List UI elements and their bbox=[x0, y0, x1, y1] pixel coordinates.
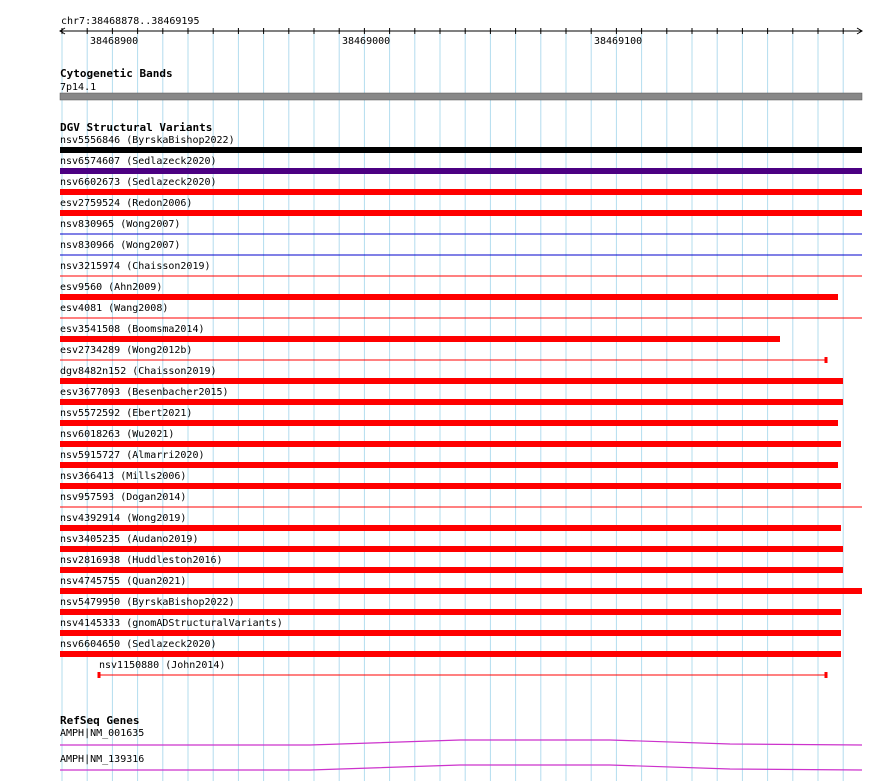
dgv-feature-label: nsv4392914 (Wong2019) bbox=[60, 513, 187, 524]
dgv-feature[interactable] bbox=[60, 198, 862, 216]
dgv-feature-bar[interactable] bbox=[60, 420, 838, 426]
dgv-feature[interactable] bbox=[60, 135, 862, 153]
dgv-feature[interactable] bbox=[60, 555, 843, 573]
dgv-feature[interactable] bbox=[60, 618, 841, 636]
dgv-feature-label: nsv4145333 (gnomADStructuralVariants) bbox=[60, 618, 283, 629]
dgv-feature-bar[interactable] bbox=[60, 147, 862, 153]
dgv-feature-label: nsv3215974 (Chaisson2019) bbox=[60, 261, 211, 272]
dgv-feature-bar[interactable] bbox=[60, 441, 841, 447]
dgv-feature[interactable] bbox=[60, 639, 841, 657]
dgv-feature-label: dgv8482n152 (Chaisson2019) bbox=[60, 366, 217, 377]
dgv-feature-label: esv4081 (Wang2008) bbox=[60, 303, 169, 314]
ruler-track[interactable] bbox=[60, 16, 862, 47]
dgv-feature[interactable] bbox=[60, 576, 862, 594]
dgv-feature-label: nsv830965 (Wong2007) bbox=[60, 219, 181, 230]
dgv-feature-label: esv3677093 (Besenbacher2015) bbox=[60, 387, 229, 398]
refseq-gene-model[interactable] bbox=[60, 740, 862, 745]
dgv-feature[interactable] bbox=[60, 219, 862, 234]
ruler-tick-label: 38469100 bbox=[594, 36, 643, 47]
dgv-feature[interactable] bbox=[60, 261, 862, 276]
dgv-feature[interactable] bbox=[60, 471, 841, 489]
dgv-feature[interactable] bbox=[60, 429, 841, 447]
dgv-feature-label: nsv5572592 (Ebert2021) bbox=[60, 408, 193, 419]
dgv-feature[interactable] bbox=[60, 177, 862, 195]
ruler-range-label: chr7:38468878..38469195 bbox=[61, 16, 200, 27]
dgv-track[interactable] bbox=[60, 121, 862, 678]
dgv-feature[interactable] bbox=[60, 492, 862, 507]
dgv-feature-label: nsv5479950 (ByrskaBishop2022) bbox=[60, 597, 235, 608]
dgv-feature-label: nsv6574607 (Sedlazeck2020) bbox=[60, 156, 217, 167]
dgv-items bbox=[60, 135, 862, 678]
dgv-feature-label: nsv6602673 (Sedlazeck2020) bbox=[60, 177, 217, 188]
dgv-feature-bar[interactable] bbox=[60, 189, 862, 195]
cytoband-track[interactable] bbox=[60, 67, 862, 100]
dgv-feature[interactable] bbox=[60, 366, 843, 384]
dgv-feature-label: esv2759524 (Redon2006) bbox=[60, 198, 193, 209]
dgv-feature-bar[interactable] bbox=[60, 294, 838, 300]
dgv-feature-bar[interactable] bbox=[60, 483, 841, 489]
dgv-feature-label: esv9560 (Ahn2009) bbox=[60, 282, 163, 293]
dgv-feature[interactable] bbox=[60, 156, 862, 174]
dgv-feature-label: nsv957593 (Dogan2014) bbox=[60, 492, 187, 503]
dgv-feature-bar[interactable] bbox=[60, 462, 838, 468]
dgv-feature-cap bbox=[98, 672, 101, 678]
dgv-feature-bar[interactable] bbox=[60, 609, 841, 615]
refseq-gene-label: AMPH|NM_001635 bbox=[60, 728, 145, 739]
ruler-tick-label: 38469000 bbox=[342, 36, 391, 47]
dgv-feature-bar[interactable] bbox=[60, 210, 862, 216]
track-title-cytoband: Cytogenetic Bands bbox=[60, 67, 173, 80]
dgv-feature-label: esv3541508 (Boomsma2014) bbox=[60, 324, 205, 335]
refseq-gene-label: AMPH|NM_139316 bbox=[60, 754, 145, 765]
dgv-feature[interactable] bbox=[60, 240, 862, 255]
dgv-feature-cap bbox=[825, 672, 828, 678]
dgv-feature-label: nsv6018263 (Wu2021) bbox=[60, 429, 175, 440]
track-title-dgv: DGV Structural Variants bbox=[60, 121, 213, 134]
dgv-feature-label: nsv1150880 (John2014) bbox=[99, 660, 226, 671]
dgv-feature-bar[interactable] bbox=[60, 525, 841, 531]
dgv-feature-cap bbox=[825, 357, 828, 363]
dgv-feature-label: nsv366413 (Mills2006) bbox=[60, 471, 187, 482]
dgv-feature-bar[interactable] bbox=[60, 336, 780, 342]
dgv-feature[interactable] bbox=[60, 597, 841, 615]
dgv-feature-bar[interactable] bbox=[60, 399, 843, 405]
dgv-feature-bar[interactable] bbox=[60, 378, 843, 384]
dgv-feature-label: esv2734289 (Wong2012b) bbox=[60, 345, 193, 356]
dgv-feature-label: nsv2816938 (Huddleston2016) bbox=[60, 555, 223, 566]
dgv-feature[interactable] bbox=[60, 303, 862, 318]
dgv-feature-bar[interactable] bbox=[60, 168, 862, 174]
dgv-feature-label: nsv5915727 (Almarri2020) bbox=[60, 450, 205, 461]
refseq-gene-model[interactable] bbox=[60, 765, 862, 770]
dgv-feature-label: nsv830966 (Wong2007) bbox=[60, 240, 181, 251]
dgv-feature-bar[interactable] bbox=[60, 651, 841, 657]
track-title-refseq: RefSeq Genes bbox=[60, 714, 140, 727]
refseq-track[interactable] bbox=[60, 714, 862, 770]
dgv-feature[interactable] bbox=[60, 282, 838, 300]
cytoband-bar[interactable] bbox=[60, 93, 862, 100]
dgv-feature-label: nsv4745755 (Quan2021) bbox=[60, 576, 187, 587]
dgv-feature-bar[interactable] bbox=[60, 630, 841, 636]
dgv-feature-label: nsv5556846 (ByrskaBishop2022) bbox=[60, 135, 235, 146]
dgv-feature[interactable] bbox=[60, 534, 843, 552]
dgv-feature-bar[interactable] bbox=[60, 546, 843, 552]
dgv-feature-label: nsv3405235 (Audano2019) bbox=[60, 534, 199, 545]
dgv-feature[interactable] bbox=[60, 387, 843, 405]
dgv-feature[interactable] bbox=[60, 324, 780, 342]
dgv-feature[interactable] bbox=[98, 660, 828, 678]
dgv-feature-bar[interactable] bbox=[60, 567, 843, 573]
cytoband-label: 7p14.1 bbox=[60, 82, 97, 93]
dgv-feature[interactable] bbox=[60, 513, 841, 531]
dgv-feature[interactable] bbox=[60, 408, 838, 426]
dgv-feature[interactable] bbox=[60, 345, 828, 363]
ruler-tick-label: 38468900 bbox=[90, 36, 139, 47]
dgv-feature-label: nsv6604650 (Sedlazeck2020) bbox=[60, 639, 217, 650]
dgv-feature[interactable] bbox=[60, 450, 838, 468]
dgv-feature-bar[interactable] bbox=[60, 588, 862, 594]
